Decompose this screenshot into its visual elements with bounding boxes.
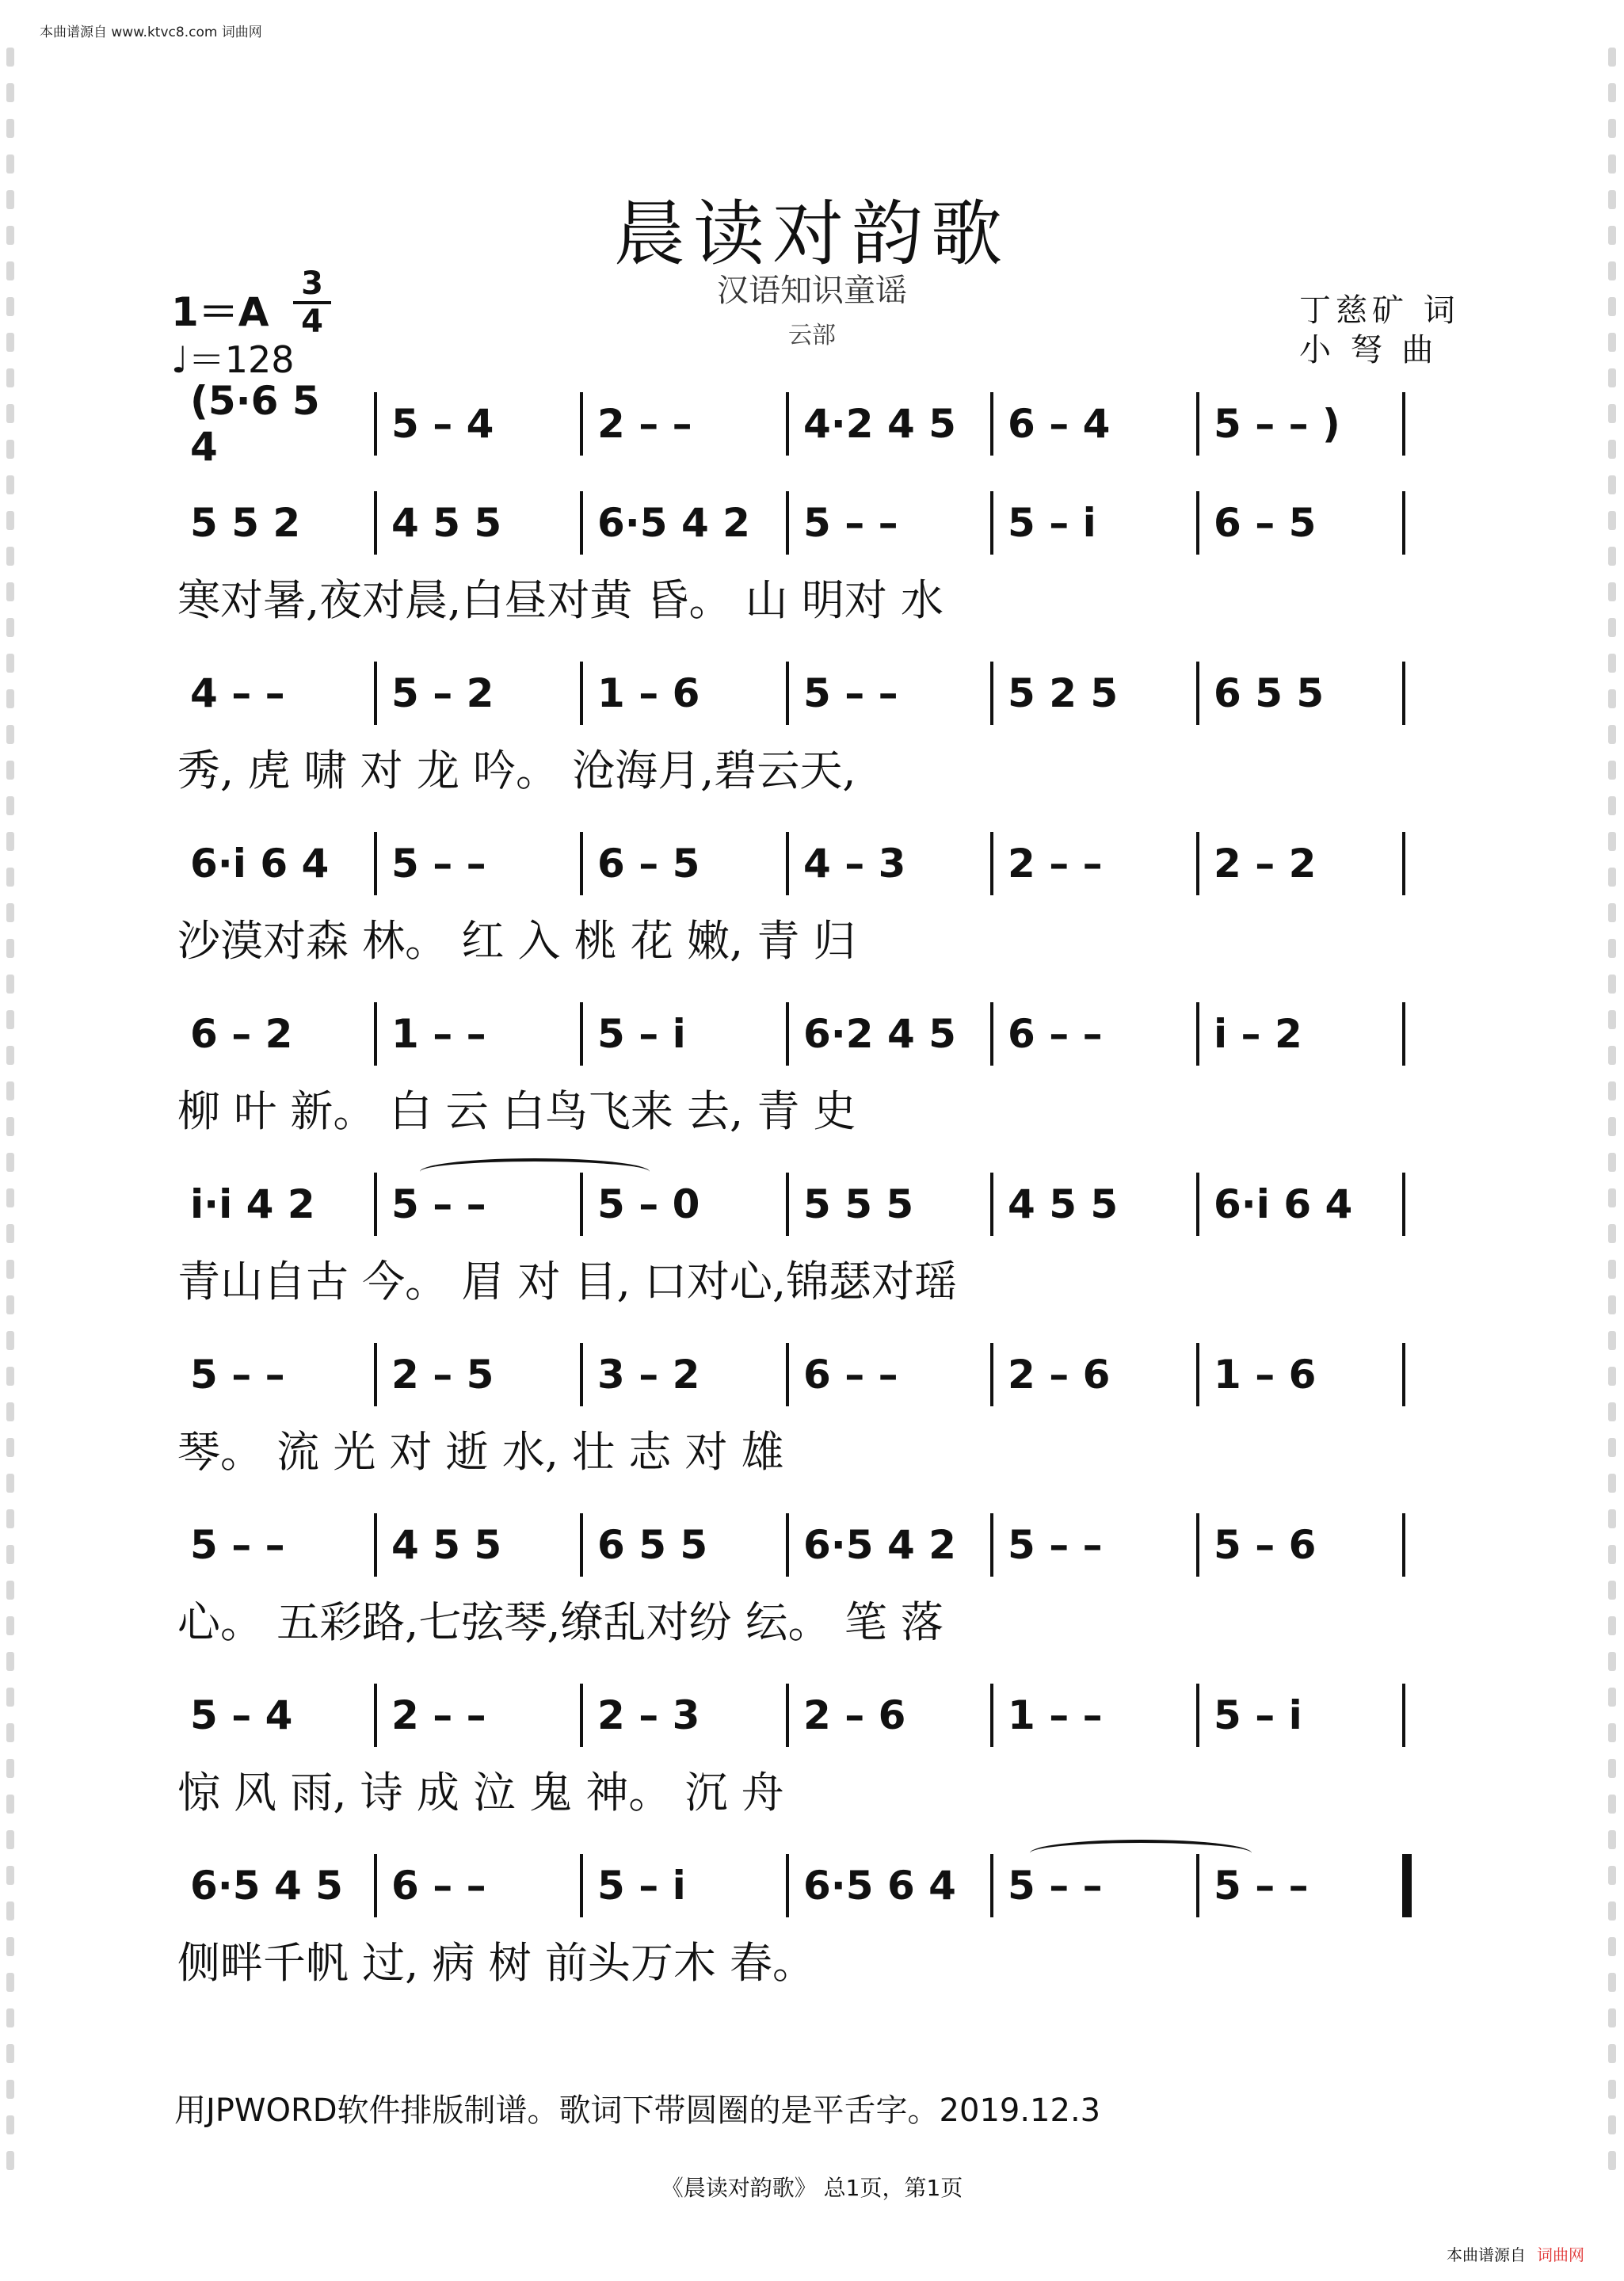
measure: 5 – 6 [1214, 1522, 1317, 1568]
measure: 6·5 4 2 [803, 1522, 956, 1568]
measure: 5 – 0 [597, 1181, 700, 1227]
measure: 6 – 4 [1008, 401, 1111, 447]
notation-line [0, 499, 1624, 547]
barline [1402, 1002, 1405, 1066]
bottom-source-site: 词曲网 [1537, 2245, 1584, 2264]
measure: 4 5 5 [391, 1522, 502, 1568]
measure: 4 – – [190, 670, 285, 716]
score-row [0, 1010, 1624, 1169]
barline [990, 491, 993, 555]
watermark-mark [6, 154, 14, 174]
measure: 6 – 5 [1214, 500, 1317, 546]
measure: 5 5 2 [190, 500, 301, 546]
tempo-marking [171, 331, 295, 383]
quarter-note-icon: ♩ [171, 338, 189, 381]
measure: 6 – – [803, 1352, 898, 1398]
barline [1402, 1173, 1405, 1236]
barline [374, 1854, 377, 1917]
barline [990, 832, 993, 895]
measure: 6 – 2 [190, 1011, 293, 1057]
watermark-mark [1608, 2115, 1616, 2134]
barline [990, 1343, 993, 1406]
watermark-mark [6, 2115, 14, 2134]
barline [786, 1173, 789, 1236]
barline [374, 1343, 377, 1406]
barline [580, 832, 583, 895]
measure: 6·2 4 5 [803, 1011, 956, 1057]
composer-credit: 小 弩 曲 [1299, 332, 1439, 368]
barline [1196, 1513, 1199, 1577]
score-row [0, 669, 1624, 828]
notation-line [0, 1010, 1624, 1058]
barline [580, 392, 583, 456]
notation-line [0, 1351, 1624, 1398]
watermark-mark [1608, 368, 1616, 387]
score-row [0, 1692, 1624, 1850]
barline [786, 1513, 789, 1577]
barline [1196, 1173, 1199, 1236]
barline [1196, 1684, 1199, 1747]
lyricist-credit: 丁慈矿 词 [1299, 292, 1460, 329]
barline [374, 1002, 377, 1066]
barline [786, 1343, 789, 1406]
measure: 5 – – [190, 1352, 285, 1398]
song-subtitle: 汉语知识童谣 [717, 273, 907, 309]
barline [786, 1854, 789, 1917]
barline [1402, 491, 1405, 555]
barline [990, 392, 993, 456]
tempo-value: ＝128 [188, 338, 295, 381]
measure: 5 – i [597, 1863, 686, 1909]
watermark-mark [6, 2044, 14, 2063]
barline [1402, 1513, 1405, 1577]
lyrics-line: 柳 叶 新。 白 云 白鸟飞来 去, 青 史 [177, 1085, 856, 1136]
measure: 6·i 6 4 [190, 841, 330, 887]
lyrics-line: 青山自古 今。 眉 对 目, 口对心,锦瑟对瑶 [177, 1256, 958, 1306]
measure: 6·5 4 5 [190, 1863, 343, 1909]
score-row [0, 1351, 1624, 1509]
measure: 6 5 5 [597, 1522, 708, 1568]
barline [580, 1002, 583, 1066]
barline [1196, 392, 1199, 456]
measure: 5 – 4 [391, 401, 494, 447]
measure: 3 – 2 [597, 1352, 700, 1398]
measure: 5 – – [391, 1181, 486, 1227]
measure: 2 – 5 [391, 1352, 494, 1398]
time-signature-bottom: 4 [301, 303, 323, 340]
barline [374, 662, 377, 725]
measure: 5 – – [1008, 1863, 1103, 1909]
watermark-mark [6, 119, 14, 138]
score-row [0, 1862, 1624, 2020]
barline [786, 662, 789, 725]
watermark-mark [6, 2080, 14, 2099]
barline [374, 1513, 377, 1577]
watermark-mark [6, 2151, 14, 2170]
measure: 4 5 5 [391, 500, 502, 546]
barline [990, 1854, 993, 1917]
barline [580, 1684, 583, 1747]
notation-line [0, 378, 1624, 470]
measure: 6 – 5 [597, 841, 700, 887]
measure: (5·6 5 4 [190, 378, 320, 470]
barline [786, 1002, 789, 1066]
barline [1402, 832, 1405, 895]
measure: 2 – 6 [1008, 1352, 1111, 1398]
arranger: 云部 [788, 322, 836, 349]
watermark-mark [1608, 2151, 1616, 2170]
barline [786, 491, 789, 555]
measure: 5 – i [1008, 500, 1096, 546]
barline [990, 1173, 993, 1236]
watermark-mark [1608, 154, 1616, 174]
barline [990, 662, 993, 725]
measure: 5 – – ) [1214, 401, 1340, 447]
measure: 1 – – [391, 1011, 486, 1057]
score-row [0, 840, 1624, 998]
notation-line [0, 1862, 1624, 1909]
barline [374, 491, 377, 555]
barline [1402, 1343, 1405, 1406]
measure: 5 – – [803, 500, 898, 546]
barline [786, 392, 789, 456]
measure: 2 – 2 [1214, 841, 1317, 887]
measure: 6 5 5 [1214, 670, 1325, 716]
source-note: 本曲谱源自 www.ktvc8.com 词曲网 [40, 25, 262, 40]
lyrics-line: 秀, 虎 啸 对 龙 吟。 沧海月,碧云天, [177, 745, 856, 795]
lyrics-line: 心。 五彩路,七弦琴,缭乱对纷 纭。 笔 落 [177, 1596, 944, 1647]
barline [990, 1513, 993, 1577]
watermark-mark [1608, 119, 1616, 138]
page-footer: 《晨读对韵歌》 总1页，第1页 [661, 2175, 963, 2201]
barline [374, 832, 377, 895]
measure: 4·2 4 5 [803, 401, 956, 447]
measure: 5 – 4 [190, 1692, 293, 1738]
measure: 6·5 4 2 [597, 500, 750, 546]
bottom-source-label: 本曲谱源自 [1447, 2245, 1526, 2264]
barline [580, 1343, 583, 1406]
barline [1196, 491, 1199, 555]
measure: 1 – 6 [597, 670, 700, 716]
barline [580, 1854, 583, 1917]
barline [1196, 1343, 1199, 1406]
barline [1196, 832, 1199, 895]
measure: 1 – 6 [1214, 1352, 1317, 1398]
tie-arc [420, 1158, 650, 1185]
barline [1402, 392, 1405, 456]
measure: 2 – – [391, 1692, 486, 1738]
measure: 5 2 5 [1008, 670, 1119, 716]
measure: 4 5 5 [1008, 1181, 1119, 1227]
barline [1402, 1684, 1405, 1747]
lyrics-line: 寒对暑,夜对晨,白昼对黄 昏。 山 明对 水 [177, 574, 944, 625]
footnote: 用JPWORD软件排版制谱。歌词下带圆圈的是平舌字。2019.12.3 [174, 2092, 1101, 2129]
barline [374, 1684, 377, 1747]
measure: 5 – 2 [391, 670, 494, 716]
watermark-mark [6, 83, 14, 102]
time-signature [293, 265, 331, 340]
barline [580, 662, 583, 725]
barline [786, 832, 789, 895]
measure: 2 – – [1008, 841, 1103, 887]
lyrics-line: 琴。 流 光 对 逝 水, 壮 志 对 雄 [177, 1426, 784, 1477]
final-barline [1402, 1854, 1412, 1917]
measure: 6·i 6 4 [1214, 1181, 1353, 1227]
measure: 6·5 6 4 [803, 1863, 956, 1909]
watermark-mark [1608, 83, 1616, 102]
measure: 4 – 3 [803, 841, 906, 887]
notation-line [0, 840, 1624, 887]
lyrics-line: 侧畔千帆 过, 病 树 前头万木 春。 [177, 1937, 815, 1988]
notation-line [0, 1692, 1624, 1739]
song-title: 晨读对韵歌 [614, 193, 1010, 276]
barline [1196, 662, 1199, 725]
watermark-mark [6, 48, 14, 67]
measure: 2 – 6 [803, 1692, 906, 1738]
time-signature-top: 3 [301, 265, 323, 302]
bottom-source [1447, 2242, 1584, 2265]
measure: 5 – i [597, 1011, 686, 1057]
key-signature: 1＝A [171, 289, 269, 335]
watermark-mark [1608, 48, 1616, 67]
score-row [0, 499, 1624, 658]
score-row [0, 1181, 1624, 1339]
barline [1196, 1002, 1199, 1066]
measure: 6 – – [391, 1863, 486, 1909]
lyrics-line: 沙漠对森 林。 红 入 桃 花 嫩, 青 归 [177, 915, 856, 966]
measure: 2 – 3 [597, 1692, 700, 1738]
barline [580, 491, 583, 555]
measure: 5 – – [1214, 1863, 1309, 1909]
measure: 5 – – [391, 841, 486, 887]
measure: 1 – – [1008, 1692, 1103, 1738]
measure: 5 – i [1214, 1692, 1302, 1738]
score-row [0, 1521, 1624, 1680]
measure: i – 2 [1214, 1011, 1302, 1057]
notation-line [0, 669, 1624, 717]
barline [374, 1173, 377, 1236]
barline [374, 392, 377, 456]
watermark-mark [6, 368, 14, 387]
measure: 5 – – [1008, 1522, 1103, 1568]
lyrics-line: 惊 风 雨, 诗 成 泣 鬼 神。 沉 舟 [177, 1767, 784, 1818]
barline [580, 1513, 583, 1577]
tie-arc [1030, 1840, 1252, 1867]
watermark-mark [1608, 2044, 1616, 2063]
measure: 5 5 5 [803, 1181, 914, 1227]
barline [786, 1684, 789, 1747]
notation-line [0, 1521, 1624, 1569]
notation-line [0, 1181, 1624, 1228]
watermark-mark [1608, 2080, 1616, 2099]
barline [1402, 662, 1405, 725]
barline [990, 1684, 993, 1747]
measure: 5 – – [190, 1522, 285, 1568]
barline [990, 1002, 993, 1066]
measure: 5 – – [803, 670, 898, 716]
measure: 6 – – [1008, 1011, 1103, 1057]
measure: i·i 4 2 [190, 1181, 315, 1227]
measure: 2 – – [597, 401, 692, 447]
